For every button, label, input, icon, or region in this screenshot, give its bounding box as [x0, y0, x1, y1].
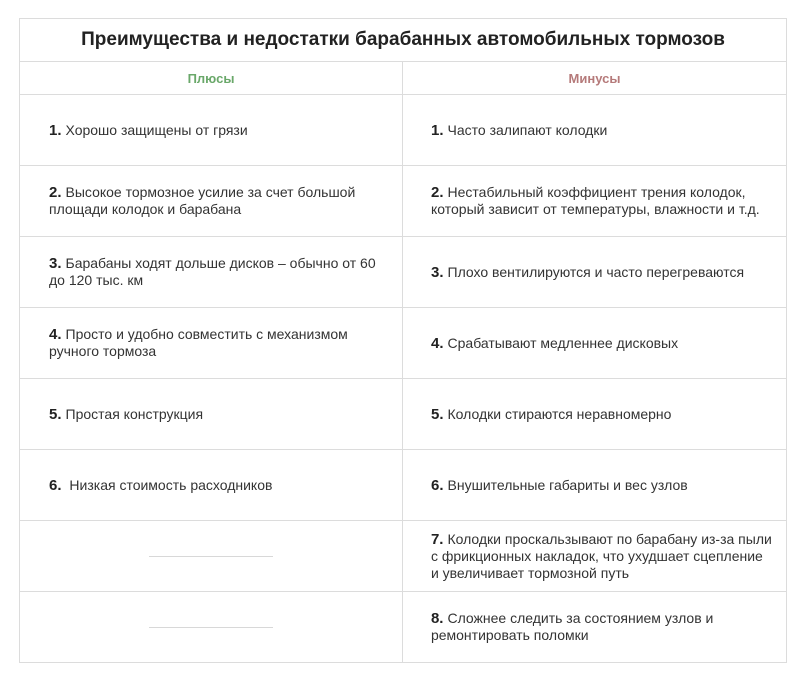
pro-cell [20, 95, 403, 165]
pro-cell [20, 237, 403, 307]
table-row [20, 166, 786, 237]
con-text: Нестабильный коэффициент трения колодок, который зависит от температуры, влажности и т.д. [431, 184, 760, 217]
cons-header: Минусы [568, 70, 621, 86]
table-row [20, 95, 786, 166]
con-number: 3. [431, 263, 444, 281]
con-cell [403, 308, 786, 378]
pros-header: Плюсы [20, 62, 403, 94]
pro-cell [20, 166, 403, 236]
pro-number: 4. [49, 326, 62, 343]
con-text: Колодки стираются неравномерно [447, 405, 672, 422]
con-text: Внушительные габариты и вес узлов [447, 476, 688, 493]
con-number: 2. [431, 184, 444, 201]
con-cell [403, 521, 786, 591]
divider [149, 627, 273, 628]
con-text: Срабатывают медленнее дисковых [447, 334, 679, 351]
con-number: 5. [431, 405, 444, 423]
pro-cell-empty [20, 521, 403, 591]
con-cell [403, 592, 786, 662]
con-text: Часто залипают колодки [447, 121, 608, 138]
table-row [20, 592, 786, 662]
con-text: Колодки проскальзывают по барабану из-за пыли с фрикционных накладок, что ухудшает сцепление и увеличивает тормозной путь [430, 530, 772, 581]
table-row [20, 450, 786, 521]
pro-cell [20, 308, 403, 378]
con-number: 4. [431, 334, 444, 352]
con-cell [403, 379, 786, 449]
pro-cell [20, 379, 403, 449]
pro-number: 5. [49, 405, 62, 423]
pro-number: 6. [49, 476, 62, 494]
con-text: Плохо вентилируются и часто перегреваются [447, 263, 745, 280]
divider [149, 556, 273, 557]
pro-text: Просто и удобно совместить с механизмом ручного тормоза [49, 326, 348, 359]
pro-number: 2. [49, 184, 62, 201]
con-cell [403, 237, 786, 307]
header-row [20, 62, 786, 95]
pro-text: Высокое тормозное усилие за счет большой площади колодок и барабана [49, 184, 356, 217]
con-cell [403, 166, 786, 236]
pro-text: Барабаны ходят дольше дисков – обычно от 60 до 120 тыс. км [49, 255, 376, 288]
pro-text: Низкая стоимость расходников [65, 476, 273, 493]
table-row [20, 308, 786, 379]
table-row [20, 237, 786, 308]
con-number: 1. [431, 121, 444, 139]
pro-number: 3. [49, 255, 62, 272]
table-row [20, 379, 786, 450]
pro-cell-empty [20, 592, 403, 662]
pro-cell [20, 450, 403, 520]
con-text: Сложнее следить за состоянием узлов и ремонтировать поломки [430, 610, 714, 643]
con-number: 8. [430, 610, 444, 627]
con-cell [403, 95, 786, 165]
con-cell [403, 450, 786, 520]
pro-text: Простая конструкция [65, 405, 204, 422]
table-row [20, 521, 786, 592]
pro-number: 1. [49, 121, 62, 139]
con-number: 7. [430, 530, 444, 548]
table-title: Преимущества и недостатки барабанных автомобильных тормозов [20, 19, 786, 62]
pro-text: Хорошо защищены от грязи [65, 121, 248, 138]
con-number: 6. [431, 476, 444, 494]
comparison-table [19, 18, 787, 663]
